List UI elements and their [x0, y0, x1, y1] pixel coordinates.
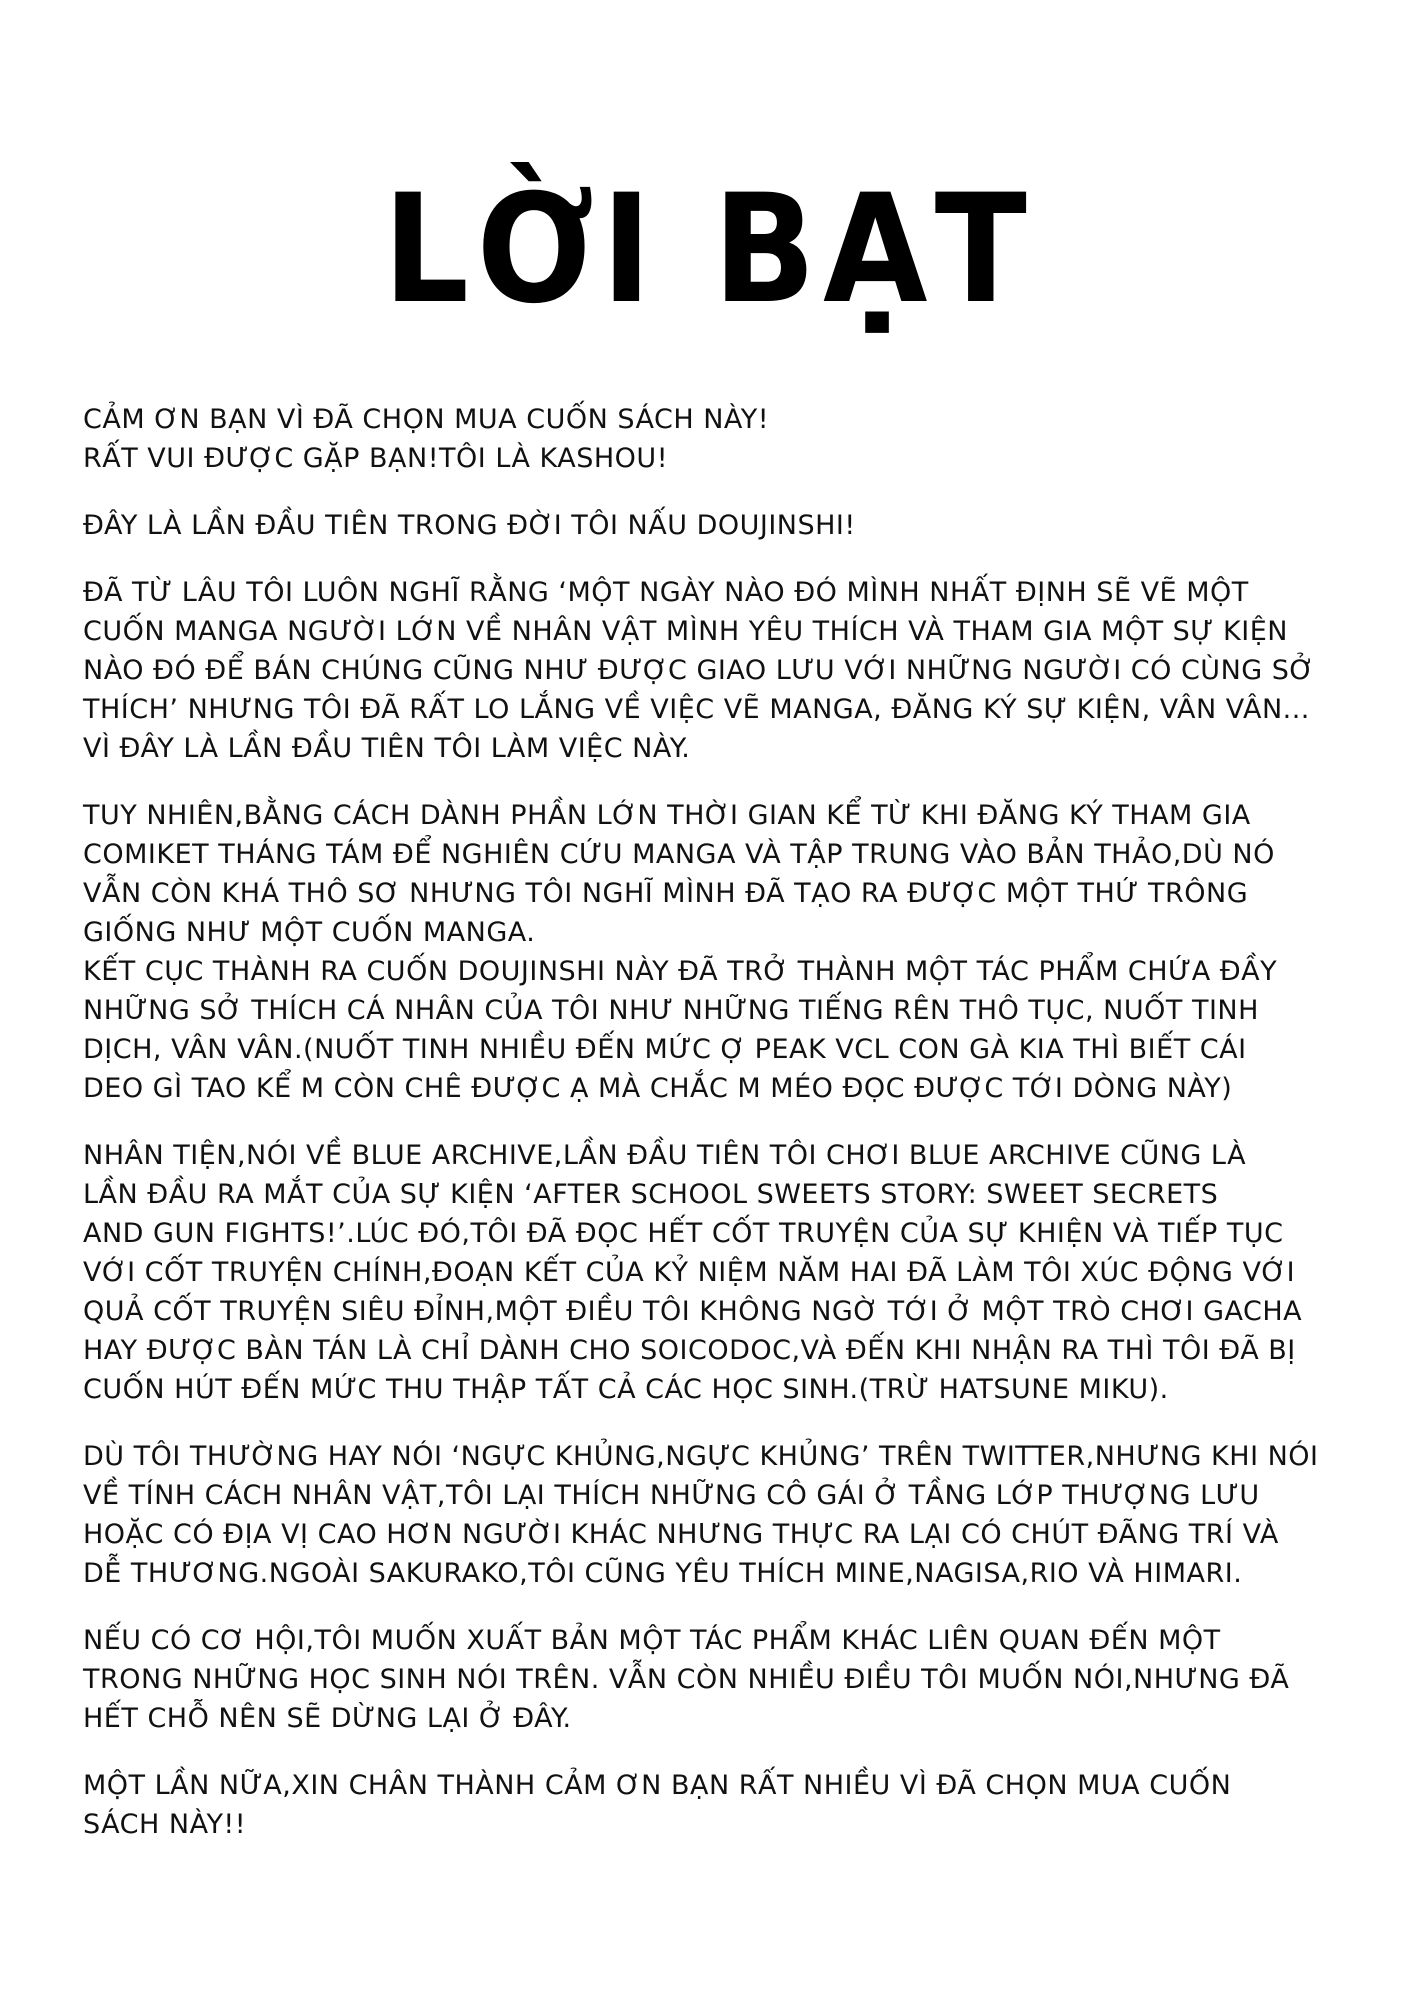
text-line: TUY NHIÊN,BẰNG CÁCH DÀNH PHẦN LỚN THỜI GIAN KỂ TỪ KHI ĐĂNG KÝ THAM GIA [83, 800, 1251, 831]
text-line: VẪN CÒN KHÁ THÔ SƠ NHƯNG TÔI NGHĨ MÌNH ĐÃ TẠO RA ĐƯỢC MỘT THỨ TRÔNG [83, 878, 1249, 909]
text-line: DỄ THƯƠNG.NGOÀI SAKURAKO,TÔI CŨNG YÊU THÍCH MINE,NAGISA,RIO VÀ HIMARI. [83, 1558, 1243, 1589]
text-line: NÀO ĐÓ ĐỂ BÁN CHÚNG CŨNG NHƯ ĐƯỢC GIAO LƯU VỚI NHỮNG NGƯỜI CÓ CÙNG SỞ [83, 655, 1315, 686]
text-line: HOẶC CÓ ĐỊA VỊ CAO HƠN NGƯỜI KHÁC NHƯNG THỰC RA LẠI CÓ CHÚT ĐÃNG TRÍ VÀ [83, 1519, 1279, 1550]
text-line: VÌ ĐÂY LÀ LẦN ĐẦU TIÊN TÔI LÀM VIỆC NÀY. [83, 733, 691, 764]
text-line: HAY ĐƯỢC BÀN TÁN LÀ CHỈ DÀNH CHO SOICODOC,VÀ ĐẾN KHI NHẬN RA THÌ TÔI ĐÃ BỊ [83, 1335, 1296, 1366]
text-line: SÁCH NÀY!! [83, 1809, 247, 1840]
text-line: DÙ TÔI THƯỜNG HAY NÓI ‘NGỰC KHỦNG,NGỰC KHỦNG’ TRÊN TWITTER,NHƯNG KHI NÓI [83, 1441, 1319, 1472]
paragraph [83, 1621, 1343, 1738]
text-line: RẤT VUI ĐƯỢC GẶP BẠN!TÔI LÀ KASHOU! [83, 443, 669, 474]
paragraph [83, 400, 1343, 478]
text-line: QUẢ CỐT TRUYỆN SIÊU ĐỈNH,MỘT ĐIỀU TÔI KHÔNG NGỜ TỚI Ở MỘT TRÒ CHƠI GACHA [83, 1296, 1303, 1327]
page-title: LỜI BẠT [382, 163, 1035, 337]
paragraph [83, 506, 1343, 545]
text-line: COMIKET THÁNG TÁM ĐỂ NGHIÊN CỨU MANGA VÀ TẬP TRUNG VÀO BẢN THẢO,DÙ NÓ [83, 839, 1275, 870]
paragraph [83, 573, 1343, 768]
text-line: ĐÃ TỪ LÂU TÔI LUÔN NGHĨ RẰNG ‘MỘT NGÀY NÀO ĐÓ MÌNH NHẤT ĐỊNH SẼ VẼ MỘT [83, 577, 1249, 608]
text-line: VỀ TÍNH CÁCH NHÂN VẬT,TÔI LẠI THÍCH NHỮNG CÔ GÁI Ở TẦNG LỚP THƯỢNG LƯU [83, 1480, 1260, 1511]
text-line: NHÂN TIỆN,NÓI VỀ BLUE ARCHIVE,LẦN ĐẦU TIÊN TÔI CHƠI BLUE ARCHIVE CŨNG LÀ [83, 1140, 1247, 1171]
text-line: THÍCH’ NHƯNG TÔI ĐÃ RẤT LO LẮNG VỀ VIỆC VẼ MANGA, ĐĂNG KÝ SỰ KIỆN, VÂN VÂN... [83, 694, 1310, 725]
text-line: GIỐNG NHƯ MỘT CUỐN MANGA. [83, 917, 536, 948]
paragraph [83, 796, 1343, 1108]
text-line: DỊCH, VÂN VÂN.(NUỐT TINH NHIỀU ĐẾN MỨC Ợ PEAK VCL CON GÀ KIA THÌ BIẾT CÁI [83, 1034, 1247, 1065]
text-line: CUỐN HÚT ĐẾN MỨC THU THẬP TẤT CẢ CÁC HỌC SINH.(TRỪ HATSUNE MIKU). [83, 1374, 1169, 1405]
text-line: HẾT CHỖ NÊN SẼ DỪNG LẠI Ở ĐÂY. [83, 1703, 572, 1734]
text-line: CUỐN MANGA NGƯỜI LỚN VỀ NHÂN VẬT MÌNH YÊU THÍCH VÀ THAM GIA MỘT SỰ KIỆN [83, 616, 1288, 647]
paragraph [83, 1766, 1343, 1844]
paragraph [83, 1136, 1343, 1409]
paragraph [83, 1437, 1343, 1593]
text-line: NHỮNG SỞ THÍCH CÁ NHÂN CỦA TÔI NHƯ NHỮNG TIẾNG RÊN THÔ TỤC, NUỐT TINH [83, 995, 1259, 1026]
text-line: AND GUN FIGHTS!’.LÚC ĐÓ,TÔI ĐÃ ĐỌC HẾT CỐT TRUYỆN CỦA SỰ KHIỆN VÀ TIẾP TỤC [83, 1218, 1284, 1249]
text-line: NẾU CÓ CƠ HỘI,TÔI MUỐN XUẤT BẢN MỘT TÁC PHẨM KHÁC LIÊN QUAN ĐẾN MỘT [83, 1625, 1221, 1656]
text-line: VỚI CỐT TRUYỆN CHÍNH,ĐOẠN KẾT CỦA KỶ NIỆM NĂM HAI ĐÃ LÀM TÔI XÚC ĐỘNG VỚI [83, 1257, 1296, 1288]
text-line: DEO GÌ TAO KỂ M CÒN CHÊ ĐƯỢC Ạ MÀ CHẮC M MÉO ĐỌC ĐƯỢC TỚI DÒNG NÀY) [83, 1073, 1233, 1104]
text-line: LẦN ĐẦU RA MẮT CỦA SỰ KIỆN ‘AFTER SCHOOL SWEETS STORY: SWEET SECRETS [83, 1179, 1219, 1210]
text-line: CẢM ƠN BẠN VÌ ĐÃ CHỌN MUA CUỐN SÁCH NÀY! [83, 404, 770, 435]
text-line: KẾT CỤC THÀNH RA CUỐN DOUJINSHI NÀY ĐÃ TRỞ THÀNH MỘT TÁC PHẨM CHỨA ĐẦY [83, 956, 1278, 987]
text-line: MỘT LẦN NỮA,XIN CHÂN THÀNH CẢM ƠN BẠN RẤT NHIỀU VÌ ĐÃ CHỌN MUA CUỐN [83, 1770, 1232, 1801]
text-line: TRONG NHỮNG HỌC SINH NÓI TRÊN. VẪN CÒN NHIỀU ĐIỀU TÔI MUỐN NÓI,NHƯNG ĐÃ [83, 1664, 1290, 1695]
text-line: ĐÂY LÀ LẦN ĐẦU TIÊN TRONG ĐỜI TÔI NẤU DOUJINSHI! [83, 510, 856, 541]
afterword-body [83, 400, 1343, 1872]
